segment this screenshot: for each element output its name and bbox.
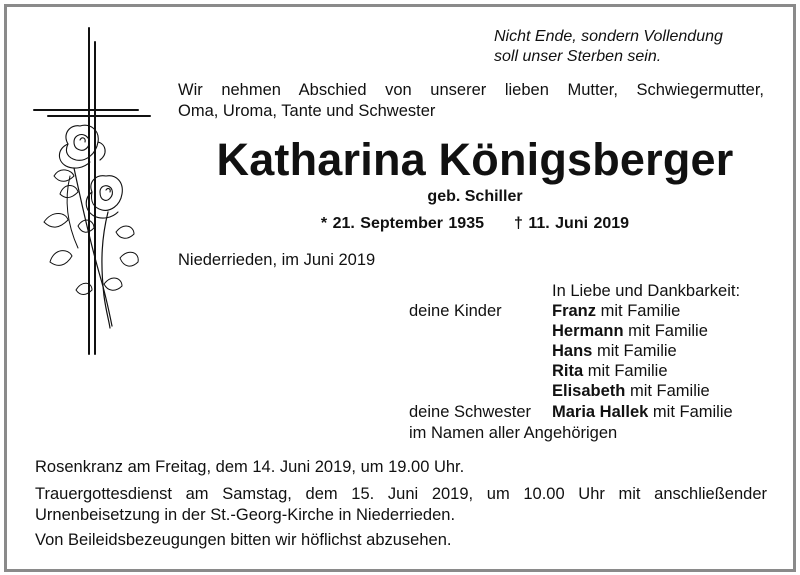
deceased-name: Katharina Königsberger xyxy=(216,134,734,185)
rosary-notice: Rosenkranz am Freitag, dem 14. Juni 2019, um 19.00 Uhr. xyxy=(35,458,465,476)
life-dates xyxy=(172,215,778,233)
death-date: † 11. Juni 2019 xyxy=(514,215,630,232)
mourner-suffix: mit Familie xyxy=(628,322,708,340)
motto-line-1: Nicht Ende, sondern Vollendung xyxy=(494,28,723,45)
children-label: deine Kinder xyxy=(409,302,502,320)
mourner-entry xyxy=(552,341,677,361)
mourner-entry xyxy=(552,381,710,401)
motto-quote xyxy=(494,27,723,67)
mourner-entry xyxy=(552,301,680,321)
service-line-2: Urnenbeisetzung in der St.-Georg-Kirche in Niederrieden. xyxy=(35,506,456,524)
mourner-entry xyxy=(552,402,733,422)
mourner-name: Franz xyxy=(552,302,597,320)
intro-text xyxy=(178,80,764,122)
mourner-name: Maria Hallek xyxy=(552,403,649,421)
place-date: Niederrieden, im Juni 2019 xyxy=(178,251,376,269)
mourner-suffix: mit Familie xyxy=(600,302,681,320)
cross-with-roses-icon xyxy=(30,26,155,361)
mourner-name: Hans xyxy=(552,342,593,360)
mourner-suffix: mit Familie xyxy=(596,342,677,360)
motto-line-2: soll unser Sterben sein. xyxy=(494,48,662,65)
sister-label: deine Schwester xyxy=(409,403,531,421)
mourner-name: Rita xyxy=(552,362,584,380)
mourner-suffix: mit Familie xyxy=(629,382,710,400)
birth-name: geb. Schiller xyxy=(427,188,523,205)
condolences-notice: Von Beileidsbezeugungen bitten wir höflichst abzusehen. xyxy=(35,531,452,549)
mourner-suffix: mit Familie xyxy=(587,362,668,380)
service-line-1: Trauergottesdienst am Samstag, dem 15. Juni 2019, um 10.00 Uhr mit anschließender xyxy=(35,485,767,503)
mourner-entry xyxy=(552,321,708,341)
mourners-heading: In Liebe und Dankbarkeit: xyxy=(552,282,741,300)
intro-line-2: Oma, Uroma, Tante und Schwester xyxy=(178,102,436,120)
mourner-name: Elisabeth xyxy=(552,382,626,400)
service-notice xyxy=(35,484,767,526)
mourner-name: Hermann xyxy=(552,322,624,340)
intro-line-1: Wir nehmen Abschied von unserer lieben Mutter, Schwiegermutter, xyxy=(178,81,764,99)
mourner-entry xyxy=(552,361,668,381)
relatives-line: im Namen aller Angehörigen xyxy=(409,424,618,442)
birth-date: * 21. September 1935 xyxy=(320,215,484,232)
mourner-suffix: mit Familie xyxy=(652,403,733,421)
